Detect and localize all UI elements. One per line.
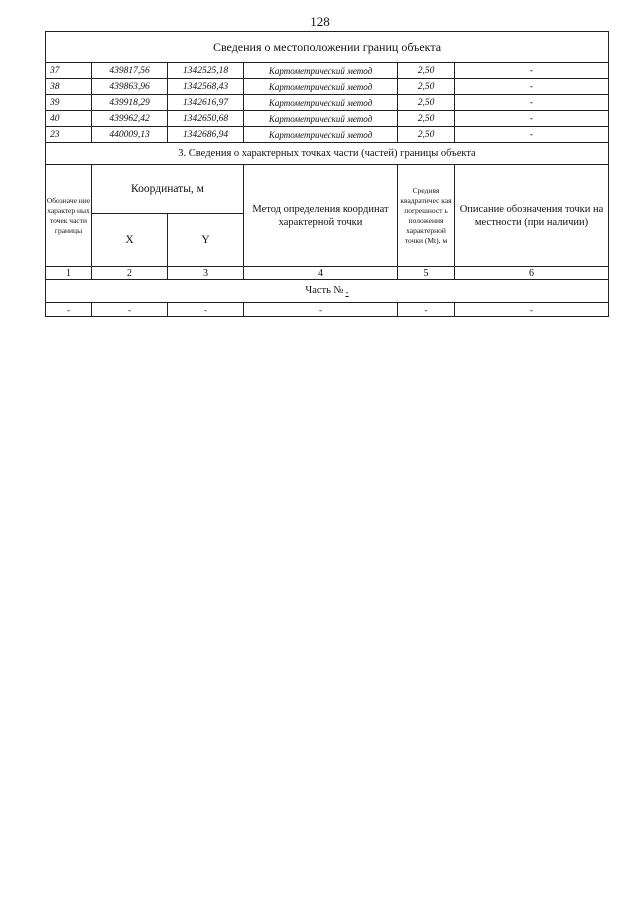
accuracy-header: Средняя квадратичес кая погрешност ь положения характерной точки (Мt), м bbox=[398, 165, 455, 267]
table-row bbox=[46, 127, 609, 143]
x-cell: 439962,42 bbox=[92, 111, 168, 127]
section3-title-row bbox=[46, 143, 609, 165]
table-row bbox=[46, 95, 609, 111]
accuracy-cell: 2,50 bbox=[398, 95, 455, 111]
part-label: Часть № bbox=[305, 285, 344, 296]
section3-title: 3. Сведения о характерных точках части (частей) границы объекта bbox=[46, 143, 609, 165]
column-number-row bbox=[46, 267, 609, 280]
header-row bbox=[46, 165, 609, 214]
designation-header: Обозначе ние характер ных точек части границы bbox=[46, 165, 92, 267]
method-cell: Картометрический метод bbox=[244, 127, 398, 143]
point-cell: 37 bbox=[46, 63, 92, 79]
point-cell: 40 bbox=[46, 111, 92, 127]
method-cell: Картометрический метод bbox=[244, 95, 398, 111]
y-cell: 1342525,18 bbox=[168, 63, 244, 79]
coordinates-header: Координаты, м bbox=[92, 165, 244, 214]
y-cell: 1342616,97 bbox=[168, 95, 244, 111]
point-cell: 23 bbox=[46, 127, 92, 143]
column-number: 2 bbox=[92, 267, 168, 280]
x-header: X bbox=[92, 214, 168, 267]
empty-cell: - bbox=[46, 303, 92, 317]
y-header: Y bbox=[168, 214, 244, 267]
part-number: - bbox=[345, 287, 349, 297]
description-header: Описание обозначения точки на местности (при наличии) bbox=[455, 165, 609, 267]
empty-cell: - bbox=[398, 303, 455, 317]
method-cell: Картометрический метод bbox=[244, 79, 398, 95]
table-row bbox=[46, 303, 609, 317]
accuracy-cell: 2,50 bbox=[398, 63, 455, 79]
y-cell: 1342686,94 bbox=[168, 127, 244, 143]
method-cell: Картометрический метод bbox=[244, 111, 398, 127]
column-number: 3 bbox=[168, 267, 244, 280]
section2-title-row bbox=[46, 32, 609, 63]
column-number: 1 bbox=[46, 267, 92, 280]
section2-title: Сведения о местоположении границ объекта bbox=[46, 32, 609, 63]
point-cell: 38 bbox=[46, 79, 92, 95]
method-header: Метод определения координат характерной точки bbox=[244, 165, 398, 267]
table-row bbox=[46, 63, 609, 79]
point-cell: 39 bbox=[46, 95, 92, 111]
x-cell: 439863,96 bbox=[92, 79, 168, 95]
x-cell: 439918,29 bbox=[92, 95, 168, 111]
description-cell: - bbox=[455, 111, 609, 127]
column-number: 4 bbox=[244, 267, 398, 280]
description-cell: - bbox=[455, 127, 609, 143]
x-cell: 440009,13 bbox=[92, 127, 168, 143]
description-cell: - bbox=[455, 95, 609, 111]
y-cell: 1342568,43 bbox=[168, 79, 244, 95]
description-cell: - bbox=[455, 79, 609, 95]
description-cell: - bbox=[455, 63, 609, 79]
accuracy-cell: 2,50 bbox=[398, 127, 455, 143]
column-number: 5 bbox=[398, 267, 455, 280]
empty-cell: - bbox=[168, 303, 244, 317]
table-row bbox=[46, 79, 609, 95]
column-number: 6 bbox=[455, 267, 609, 280]
method-cell: Картометрический метод bbox=[244, 63, 398, 79]
empty-cell: - bbox=[92, 303, 168, 317]
accuracy-cell: 2,50 bbox=[398, 111, 455, 127]
boundary-table bbox=[45, 31, 609, 317]
y-cell: 1342650,68 bbox=[168, 111, 244, 127]
x-cell: 439817,56 bbox=[92, 63, 168, 79]
part-cell bbox=[46, 280, 609, 303]
page-number: 128 bbox=[310, 14, 330, 29]
empty-cell: - bbox=[244, 303, 398, 317]
empty-cell: - bbox=[455, 303, 609, 317]
table-row bbox=[46, 111, 609, 127]
part-row bbox=[46, 280, 609, 303]
accuracy-cell: 2,50 bbox=[398, 79, 455, 95]
